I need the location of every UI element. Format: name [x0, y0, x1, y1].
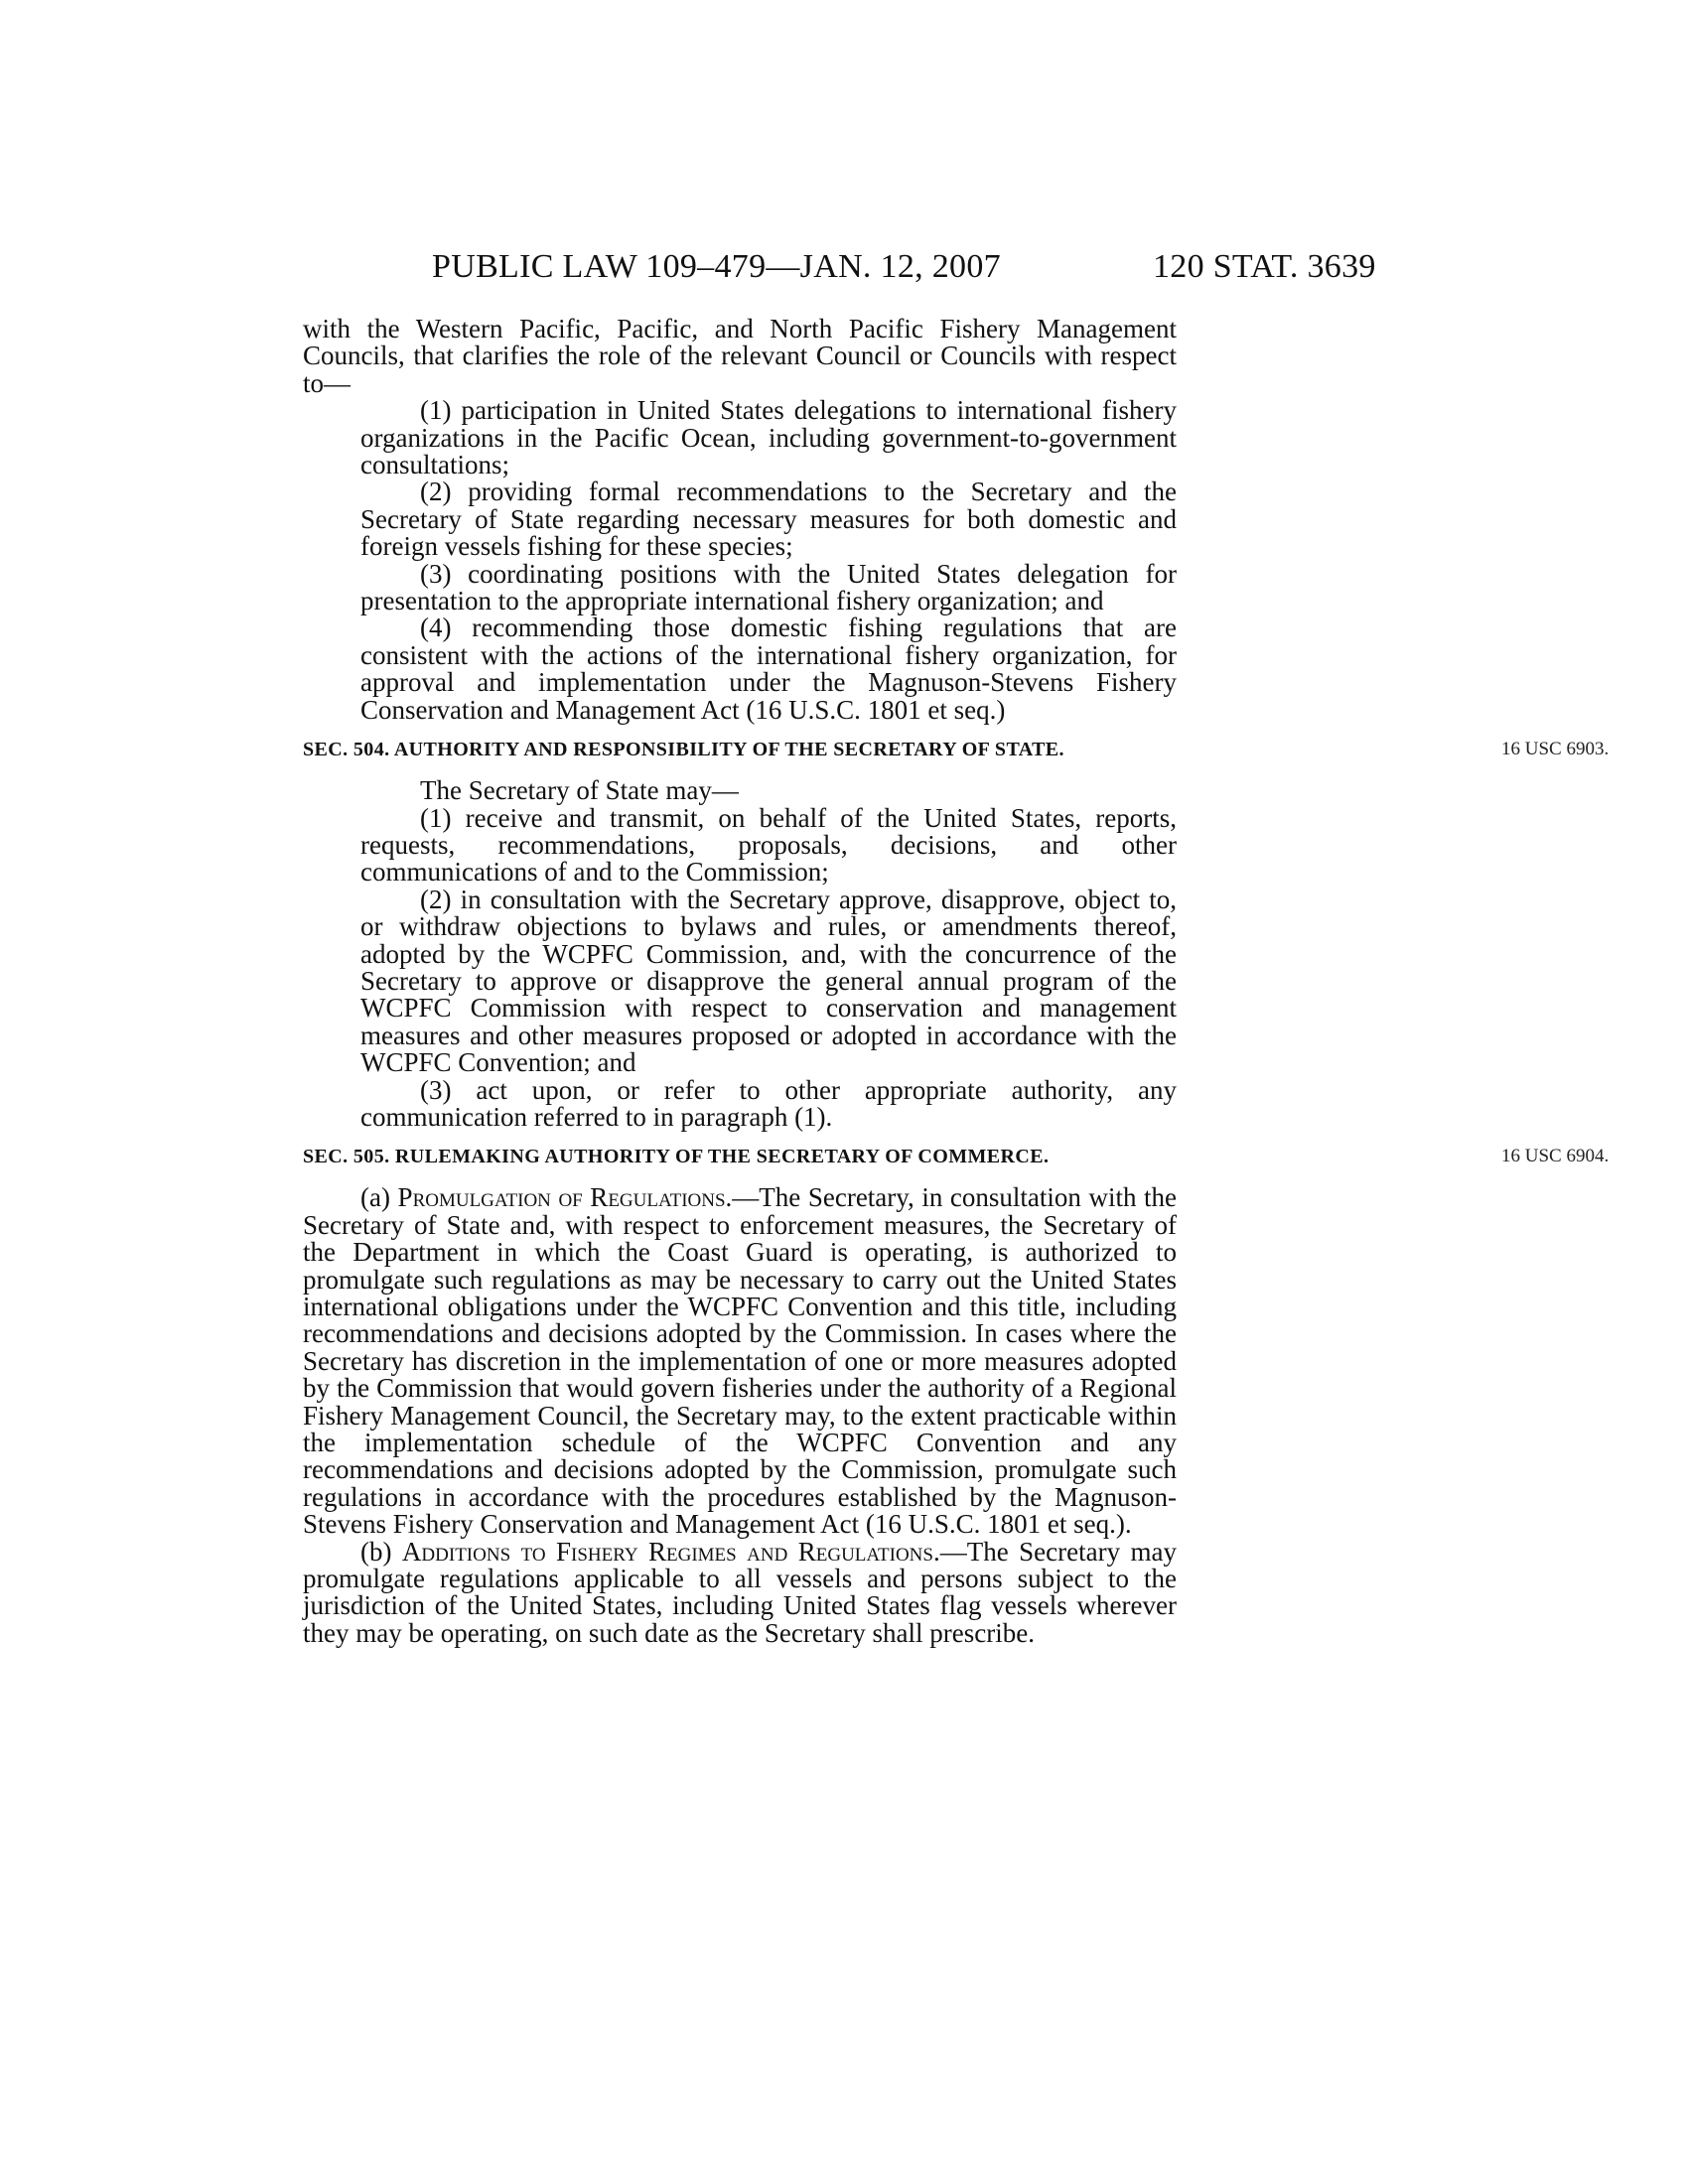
- subsection-b-text: —The Secretary may promulgate regulations applicable to all vessels and persons subject to the jurisdiction of the United States, including United States flag vessels wherever they may be operating, on such date as the Secretary shall prescribe.: [303, 1536, 1177, 1648]
- section-504-item-3: (3) act upon, or refer to other appropriate authority, any communication referred to in paragraph (1).: [360, 1074, 1177, 1132]
- subsection-b-label: (b): [360, 1536, 392, 1567]
- statute-page-number: 120 STAT. 3639: [1153, 248, 1376, 285]
- subsection-a-label: (a): [360, 1182, 390, 1213]
- subsection-a-caption: Promulgation of Regulations.: [397, 1182, 733, 1213]
- section-505-number: SEC. 505.: [303, 1146, 390, 1168]
- page-header: [0, 248, 1688, 288]
- intro-item-4: (4) recommending those domestic fishing regulations that are consistent with the actions of the international fishery organization, for approval and implementation under the Magnuson-Stevens Fishery Conservation and Management Act (16 U.S.C. 1801 et seq.): [360, 613, 1177, 725]
- intro-item-2: (2) providing formal recommendations to the Secretary and the Secretary of State regarding necessary measures for both domestic and foreign vessels fishing for these species;: [360, 477, 1177, 562]
- section-504-lead: The Secretary of State may—: [420, 775, 739, 806]
- section-505-margin-note: 16 USC 6904.: [1501, 1146, 1610, 1167]
- section-504-heading: [303, 738, 1610, 761]
- section-504-item-2: (2) in consultation with the Secretary approve, disapprove, object to, or withdraw objections to bylaws and rules, or amendments thereof, adopted by the WCPFC Commission, and, with the concurrence of the Secretary to approve or disapprove the general annual program of the WCPFC Commission with respect to conservation and management measures and other measures proposed or adopted in accordance with the WCPFC Convention; and: [360, 884, 1177, 1078]
- section-505-subsection-a: [303, 1184, 1177, 1538]
- section-505-title: RULEMAKING AUTHORITY OF THE SECRETARY OF COMMERCE.: [394, 1146, 1050, 1168]
- section-504-title: AUTHORITY AND RESPONSIBILITY OF THE SECRETARY OF STATE.: [393, 739, 1064, 761]
- intro-item-1: (1) participation in United States delegations to international fishery organizations in the Pacific Ocean, including government-to-government consultations;: [360, 395, 1177, 480]
- continuation-paragraph: with the Western Pacific, Pacific, and North Pacific Fishery Management Councils, that clarifies the role of the relevant Council or Councils with respect to—: [303, 314, 1177, 398]
- section-504-item-1: (1) receive and transmit, on behalf of the United States, reports, requests, recommendations, proposals, decisions, and other communications of and to the Commission;: [360, 802, 1177, 887]
- section-505-heading: [303, 1145, 1610, 1168]
- section-504-margin-note: 16 USC 6903.: [1501, 739, 1610, 760]
- section-505-subsection-b: [303, 1536, 1177, 1648]
- subsection-b-caption: Additions to Fishery Regimes and Regulations.: [401, 1536, 940, 1567]
- subsection-a-text: —The Secretary, in consultation with the Secretary of State and, with respect to enforcement measures, the Secretary of the Department in which the Coast Guard is operating, is authorized to promulgate such regulations as may be necessary to carry out the United States international obligations under the WCPFC Convention and this title, including recommendations and decisions adopted by the Commission. In cases where the Secretary has discretion in the implementation of one or more measures adopted by the Commission that would govern fisheries under the authority of a Regional Fishery Management Council, the Secretary may, to the extent practicable within the implementation schedule of the WCPFC Convention and any recommendations and decisions adopted by the Commission, promulgate such regulations in accordance with the procedures established by the Magnuson-Stevens Fishery Conservation and Management Act (16 U.S.C. 1801 et seq.).: [303, 1182, 1178, 1540]
- running-title: PUBLIC LAW 109–479—JAN. 12, 2007: [432, 248, 1001, 285]
- intro-item-3: (3) coordinating positions with the United States delegation for presentation to the appropriate international fishery organization; and: [360, 558, 1177, 616]
- page-body: [303, 314, 1610, 1648]
- section-504-number: SEC. 504.: [303, 739, 390, 761]
